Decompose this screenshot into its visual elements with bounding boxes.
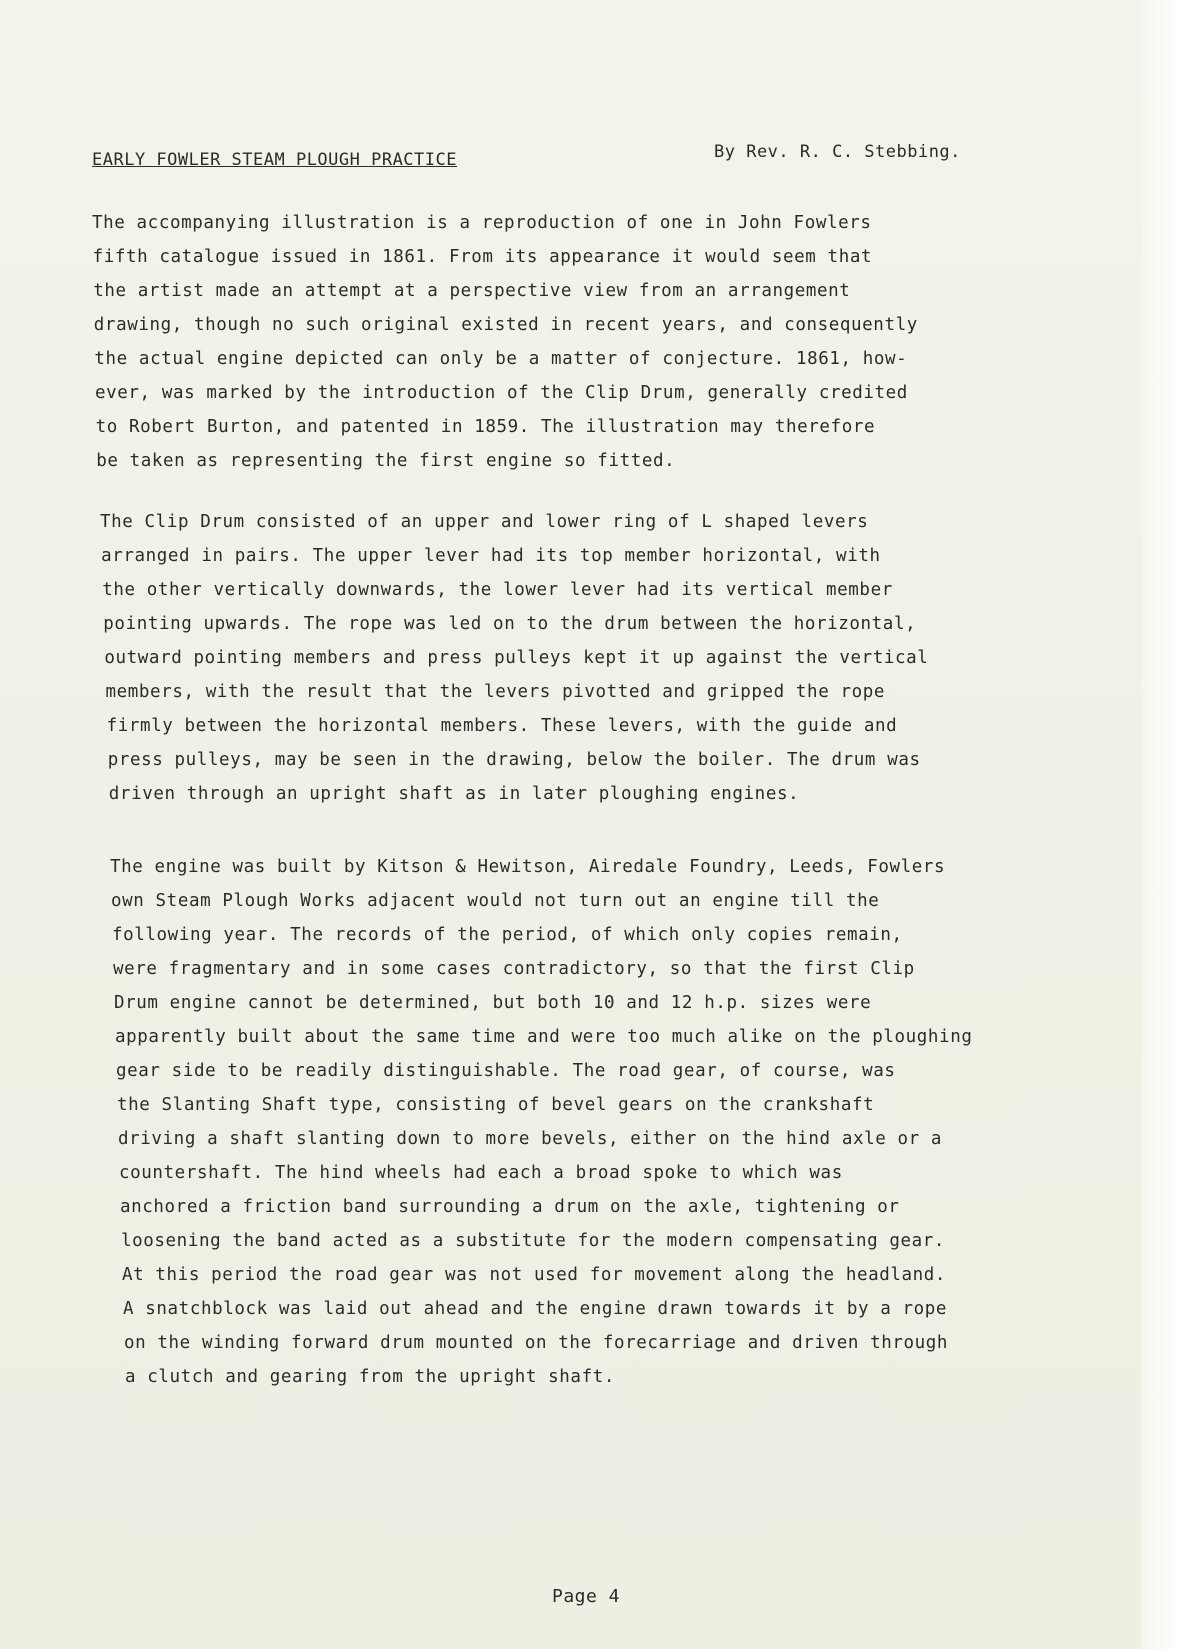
text-line: drawing, though no such original existed in recent years, and consequently xyxy=(93,315,918,335)
text-line: pointing upwards. The rope was led on to the drum between the horizontal, xyxy=(103,614,917,634)
text-line: to Robert Burton, and patented in 1859. The illustration may therefore xyxy=(95,417,876,437)
text-line: members, with the result that the levers pivotted and gripped the rope xyxy=(105,682,886,702)
text-line: fifth catalogue issued in 1861. From its appearance it would seem that xyxy=(92,247,873,267)
text-line: be taken as representing the first engine so fitted. xyxy=(96,451,676,471)
text-line: press pulleys, may be seen in the drawing, below the boiler. The drum was xyxy=(107,750,921,770)
text-line: At this period the road gear was not used for movement along the headland. xyxy=(122,1265,947,1285)
text-line: apparently built about the same time and were too much alike on the ploughing xyxy=(115,1027,973,1047)
text-line: were fragmentary and in some cases contradictory, so that the first Clip xyxy=(113,959,915,979)
text-line: A snatchblock was laid out ahead and the engine drawn towards it by a rope xyxy=(123,1299,948,1319)
page-number: Page 4 xyxy=(552,1586,621,1607)
page-edge xyxy=(1141,0,1181,1649)
text-line: driven through an upright shaft as in later ploughing engines. xyxy=(108,784,800,804)
article-title: EARLY FOWLER STEAM PLOUGH PRACTICE xyxy=(92,150,457,170)
text-line: the artist made an attempt at a perspective view from an arrangement xyxy=(93,281,851,301)
text-line: firmly between the horizontal members. These levers, with the guide and xyxy=(106,716,898,736)
text-line: a clutch and gearing from the upright shaft. xyxy=(125,1367,615,1387)
text-line: Drum engine cannot be determined, but both 10 and 12 h.p. sizes were xyxy=(114,993,872,1013)
text-line: ever, was marked by the introduction of the Clip Drum, generally credited xyxy=(95,383,908,403)
text-line: the Slanting Shaft type, consisting of bevel gears on the crankshaft xyxy=(117,1095,875,1115)
text-line: own Steam Plough Works adjacent would not turn out an engine till the xyxy=(111,891,880,911)
text-line: gear side to be readily distinguishable. The road gear, of course, was xyxy=(116,1061,896,1081)
article-byline: By Rev. R. C. Stebbing. xyxy=(714,142,961,162)
text-line: the other vertically downwards, the lower lever had its vertical member xyxy=(102,580,893,600)
text-line: outward pointing members and press pulleys kept it up against the vertical xyxy=(104,648,929,668)
text-line: loosening the band acted as a substitute for the modern compensating gear. xyxy=(121,1231,946,1251)
text-line: arranged in pairs. The upper lever had its top member horizontal, with xyxy=(101,546,881,566)
text-line: on the winding forward drum mounted on the forecarriage and driven through xyxy=(124,1333,949,1353)
text-line: The Clip Drum consisted of an upper and lower ring of L shaped levers xyxy=(100,512,869,532)
text-line: the actual engine depicted can only be a matter of conjecture. 1861, how- xyxy=(94,349,908,369)
text-line: The accompanying illustration is a reproduction of one in John Fowlers xyxy=(92,213,872,233)
text-line: driving a shaft slanting down to more bevels, either on the hind axle or a xyxy=(118,1129,943,1149)
text-line: following year. The records of the period, of which only copies remain, xyxy=(112,925,903,945)
text-line: countershaft. The hind wheels had each a broad spoke to which was xyxy=(119,1163,843,1183)
text-line: The engine was built by Kitson & Hewitson, Airedale Foundry, Leeds, Fowlers xyxy=(110,857,946,877)
text-line: anchored a friction band surrounding a drum on the axle, tightening or xyxy=(120,1197,900,1217)
